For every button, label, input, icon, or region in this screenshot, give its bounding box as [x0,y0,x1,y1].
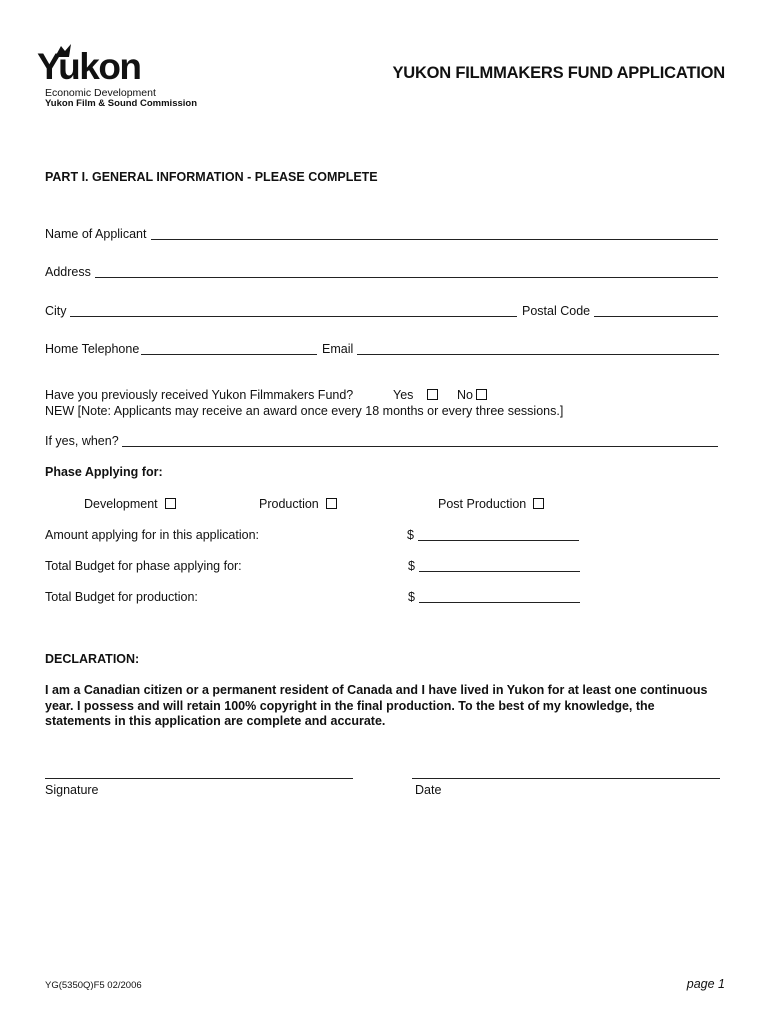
name-label: Name of Applicant [45,227,147,241]
form-code: YG(5350Q)F5 02/2006 [45,980,142,991]
phase-production[interactable] [259,497,337,511]
production-budget-label: Total Budget for production: [45,590,198,604]
amount-currency: $ [407,528,414,542]
phase-budget-field[interactable] [419,571,580,572]
address-field[interactable] [95,277,718,278]
date-label: Date [415,783,442,797]
signature-label: Signature [45,783,99,797]
postal-label: Postal Code [522,304,591,318]
development-checkbox[interactable] [165,498,176,509]
phase-budget-currency: $ [408,559,415,573]
amount-field[interactable] [418,540,579,541]
no-checkbox[interactable] [476,389,487,400]
declaration-text [45,683,745,730]
logo-dept: Economic Development [45,87,156,99]
signature-field[interactable] [45,778,353,779]
yes-checkbox[interactable] [427,389,438,400]
city-field[interactable] [70,316,517,317]
amount-label: Amount applying for in this application: [45,528,260,542]
telephone-field[interactable] [141,354,317,355]
email-field[interactable] [357,354,719,355]
name-field[interactable] [151,239,718,240]
no-option[interactable] [457,388,487,402]
if-yes-label: If yes, when? [45,434,119,448]
phase-post-production[interactable] [438,497,544,511]
declaration-line: year. I possess and will retain 100% copyright in the final production. To the best of my knowledge, the [45,698,655,713]
production-budget-currency: $ [408,590,415,604]
no-label: No [457,388,473,402]
yes-label: Yes [393,388,414,402]
yes-option[interactable] [393,388,438,402]
telephone-label: Home Telephone [45,342,140,356]
city-label: City [45,304,67,318]
part1-heading: PART I. GENERAL INFORMATION - PLEASE COMPLETE [45,170,378,184]
page-title: YUKON FILMMAKERS FUND APPLICATION [392,64,725,82]
date-field[interactable] [412,778,720,779]
if-yes-field[interactable] [122,446,718,447]
development-label: Development [84,497,158,511]
post-production-checkbox[interactable] [533,498,544,509]
postal-field[interactable] [594,316,718,317]
note-text: NEW [Note: Applicants may receive an award once every 18 months or every three sessions.] [45,404,564,418]
post-production-label: Post Production [438,497,527,511]
declaration-heading: DECLARATION: [45,652,140,666]
previous-fund-question: Have you previously received Yukon Filmmakers Fund? [45,388,354,402]
phase-budget-label: Total Budget for phase applying for: [45,559,242,573]
phase-development[interactable] [84,497,176,511]
email-label: Email [322,342,354,356]
production-checkbox[interactable] [326,498,337,509]
page-number: page 1 [686,977,725,991]
address-label: Address [45,265,91,279]
declaration-line: I am a Canadian citizen or a permanent resident of Canada and I have lived in Yukon for at least one continuous [45,683,708,697]
logo-commission: Yukon Film & Sound Commission [45,98,198,109]
declaration-line: statements in this application are complete and accurate. [45,714,386,728]
production-budget-field[interactable] [419,602,580,603]
logo-wordmark: Yukon [37,46,141,87]
phase-heading: Phase Applying for: [45,465,163,479]
production-label: Production [259,497,319,511]
